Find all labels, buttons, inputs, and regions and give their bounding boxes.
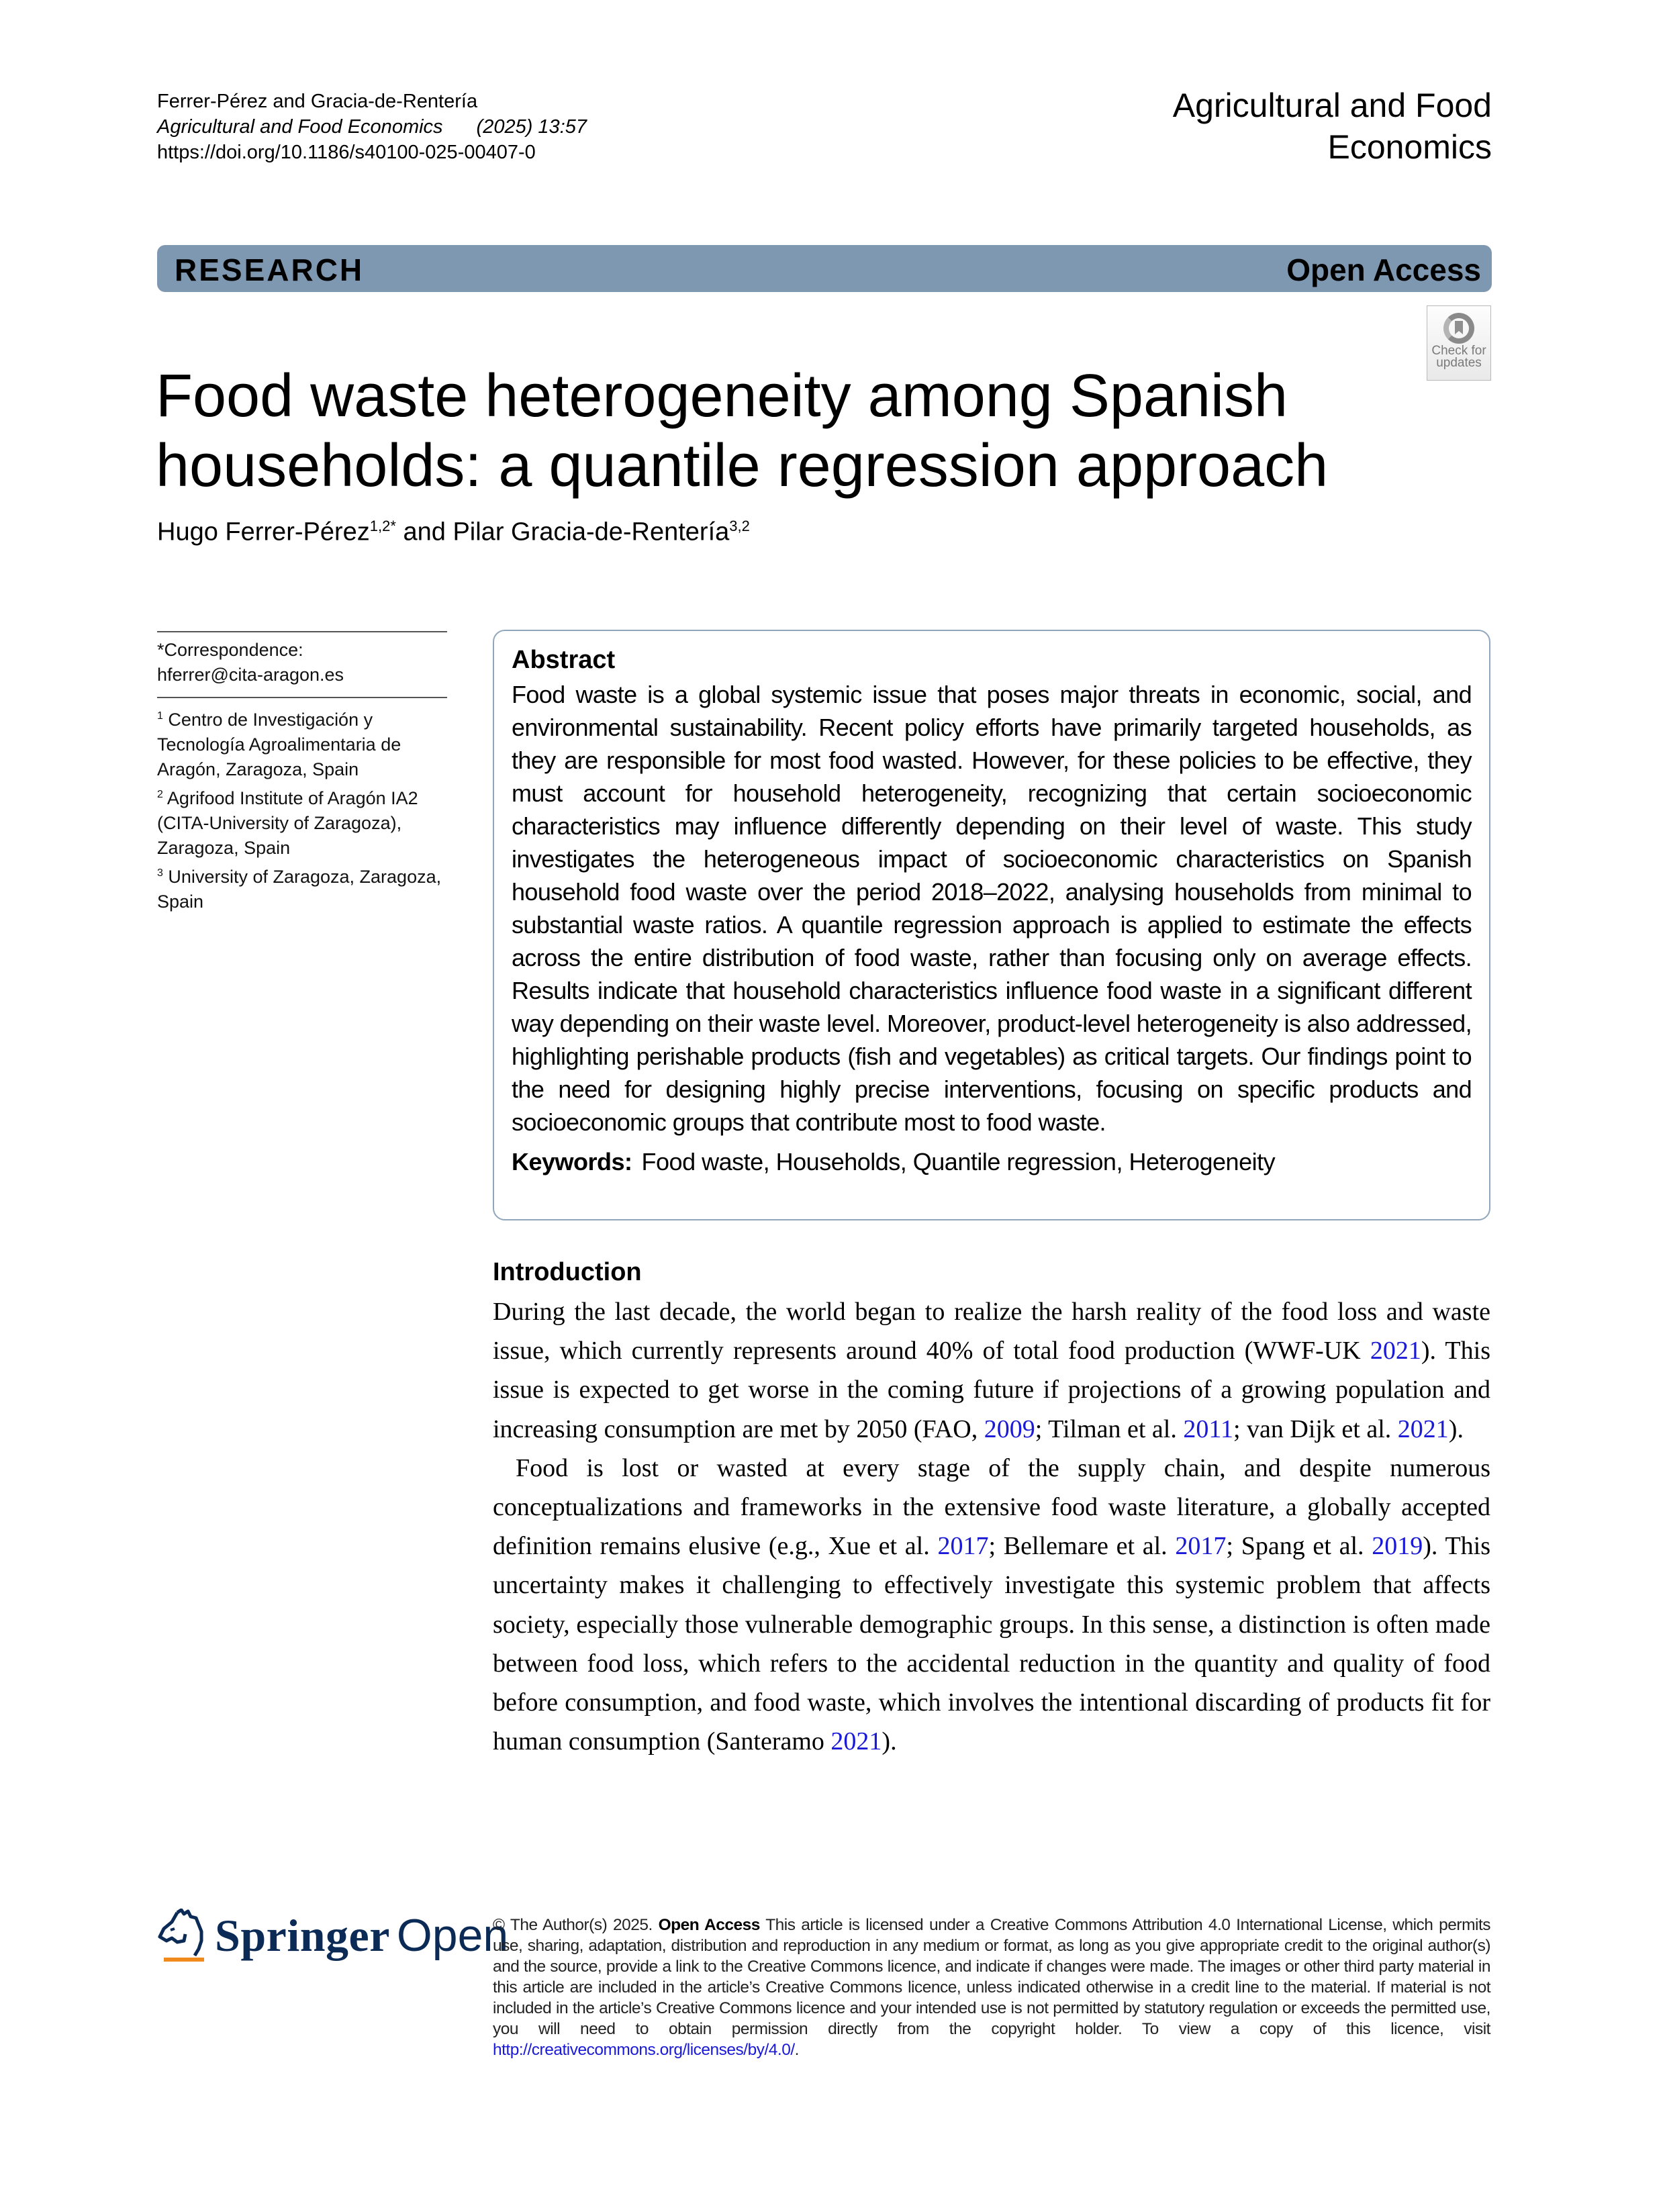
affiliation-list (157, 698, 447, 914)
article-type-label: RESEARCH (175, 252, 365, 287)
springer-open-logo (157, 1905, 508, 1966)
section-heading-introduction: Introduction (493, 1258, 642, 1286)
license-link[interactable]: http://creativecommons.org/licenses/by/4.0/ (493, 2041, 795, 2059)
author-name[interactable]: Hugo Ferrer-Pérez (157, 518, 370, 546)
springer-horse-icon (157, 1909, 207, 1962)
citation-link[interactable]: 2021 (1397, 1414, 1449, 1443)
running-head-journal-name: Agricultural and Food Economics (157, 116, 443, 138)
paragraph: Food is lost or wasted at every stage of the supply chain, and despite numerous conceptualizations and frameworks in the extensive food waste literature, a globally accepted definition remains elusive (e.g., Xue et al. 2017; Bellemare et al. 2017; Spang et al. 2019). This uncertainty makes it challenging to effectively investigate this systemic problem that affects society, especially those vulnerable demographic groups. In this sense, a distinction is often made between food loss, which refers to the accidental reduction in the quantity and quality of food before consumption, and food waste, which involves the intentional discarding of products fit for human consumption (Santeramo 2021). (493, 1453, 1491, 1756)
running-head-authors: Ferrer-Pérez and Gracia-de-Rentería (157, 91, 478, 112)
citation-link[interactable]: 2011 (1183, 1414, 1233, 1443)
correspondence-label: *Correspondence: (157, 640, 303, 660)
keywords (512, 1145, 1472, 1179)
publisher-name: Springer (215, 1909, 390, 1961)
article-title-line2: households: a quantile regression approach (156, 432, 1329, 500)
sidebar (157, 631, 447, 914)
running-head-doi[interactable]: https://doi.org/10.1186/s40100-025-00407-0 (157, 142, 536, 163)
paragraph: During the last decade, the world began to realize the harsh reality of the food loss and waste issue, which currently represents around 40% of total food production (WWF-UK 2021). This issue is expected to get worse in the coming future if projections of a growing population and increasing consumption are met by 2050 (FAO, 2009; Tilman et al. 2011; van Dijk et al. 2021). (493, 1298, 1490, 1443)
running-head-volume: (2025) 13:57 (476, 116, 587, 138)
citation-link[interactable]: 2021 (1370, 1337, 1421, 1365)
author-affiliation-sup: 1,2* (369, 518, 396, 534)
abstract-body: Food waste is a global systemic issue that poses major threats in economic, social, and environmental sustainability. Recent policy efforts have primarily targeted households, as they are responsible for most food wasted. However, for these policies to be effective, they must account for household heterogeneity, recognizing that certain socioeconomic characteristics may influence differently depending on their level of waste. This study investigates the heterogeneous impact of socioeconomic characteristics on Spanish household food waste over the period 2018–2022, analysing households from minimal to substantial waste ratios. A quantile regression approach is applied to estimate the effects across the entire distribution of food waste, rather than focusing only on average effects. Results indicate that household characteristics influence food waste in a significant different way depending on their waste level. Moreover, product-level heterogeneity is also addressed, highlighting perishable products (fish and vegetables) as critical targets. Our findings point to the need for designing highly precise interventions, focusing on specific products and socioeconomic groups that contribute most to food waste. (512, 681, 1472, 1136)
introduction-body (493, 1292, 1490, 1761)
author-list (157, 510, 750, 548)
running-head-journal (157, 114, 587, 140)
citation-link[interactable]: 2021 (830, 1727, 882, 1756)
article-title-line1: Food waste heterogeneity among Spanish (156, 363, 1288, 430)
open-access-label: Open Access (1286, 252, 1481, 287)
author-conjunction: and (395, 518, 453, 546)
license-notice: © The Author(s) 2025. Open Access This article is licensed under a Creative Commons Attribution 4.0 International License, which permits use, sharing, adaptation, distribution and reproduction in any medium or format, as long as you give appropriate credit to the original author(s) and the source, provide a link to the Creative Commons licence, and indicate if changes were made. The images or other third party material in this article are included in the article’s Creative Commons licence, unless indicated otherwise in a credit line to the material. If material is not included in the article’s Creative Commons licence and your intended use is not permitted by statutory regulation or exceeds the permitted use, you will need to obtain permission directly from the copyright holder. To view a copy of this licence, visit http://creativecommons.org/licenses/by/4.0/. (493, 1916, 1490, 2059)
article-type-banner (157, 245, 1492, 292)
citation-link[interactable]: 2019 (1372, 1532, 1423, 1561)
keywords-label: Keywords: (512, 1148, 632, 1175)
abstract-heading: Abstract (512, 646, 616, 674)
citation-link[interactable]: 2017 (937, 1532, 989, 1561)
abstract-box (493, 630, 1490, 1220)
check-for-updates-label: Check for updates (1431, 344, 1486, 370)
keywords-list: Food waste, Households, Quantile regression, Heterogeneity (641, 1148, 1276, 1175)
publisher-suffix: Open (396, 1910, 509, 1961)
correspondence-email[interactable]: hferrer@cita-aragon.es (157, 665, 344, 685)
running-head (157, 89, 587, 165)
license-open-access-label: Open Access (658, 1916, 760, 1934)
citation-link[interactable]: 2009 (984, 1414, 1035, 1443)
correspondence (157, 632, 447, 697)
affiliation-item: $^2$ Agrifood Institute of Aragón IA2 (CITA-University of Zaragoza), Zaragoza, Spain (157, 788, 418, 858)
journal-name-line1: Agricultural and Food (1172, 87, 1492, 124)
affiliation-item: $^3$ University of Zaragoza, Zaragoza, Spain (157, 867, 442, 912)
check-for-updates-icon (1443, 313, 1474, 344)
author-affiliation-sup: 3,2 (729, 518, 750, 534)
affiliation-item: $^1$ Centro de Investigación y Tecnología Agroalimentaria de Aragón, Zaragoza, Spain (157, 710, 401, 779)
journal-name (1173, 85, 1492, 168)
author-name[interactable]: Pilar Gracia-de-Rentería (453, 518, 730, 546)
check-for-updates-button[interactable] (1427, 305, 1491, 381)
springer-accent-bar (164, 1958, 204, 1962)
citation-link[interactable]: 2017 (1175, 1532, 1227, 1561)
journal-name-line2: Economics (1327, 128, 1492, 166)
article-title (156, 361, 1331, 501)
